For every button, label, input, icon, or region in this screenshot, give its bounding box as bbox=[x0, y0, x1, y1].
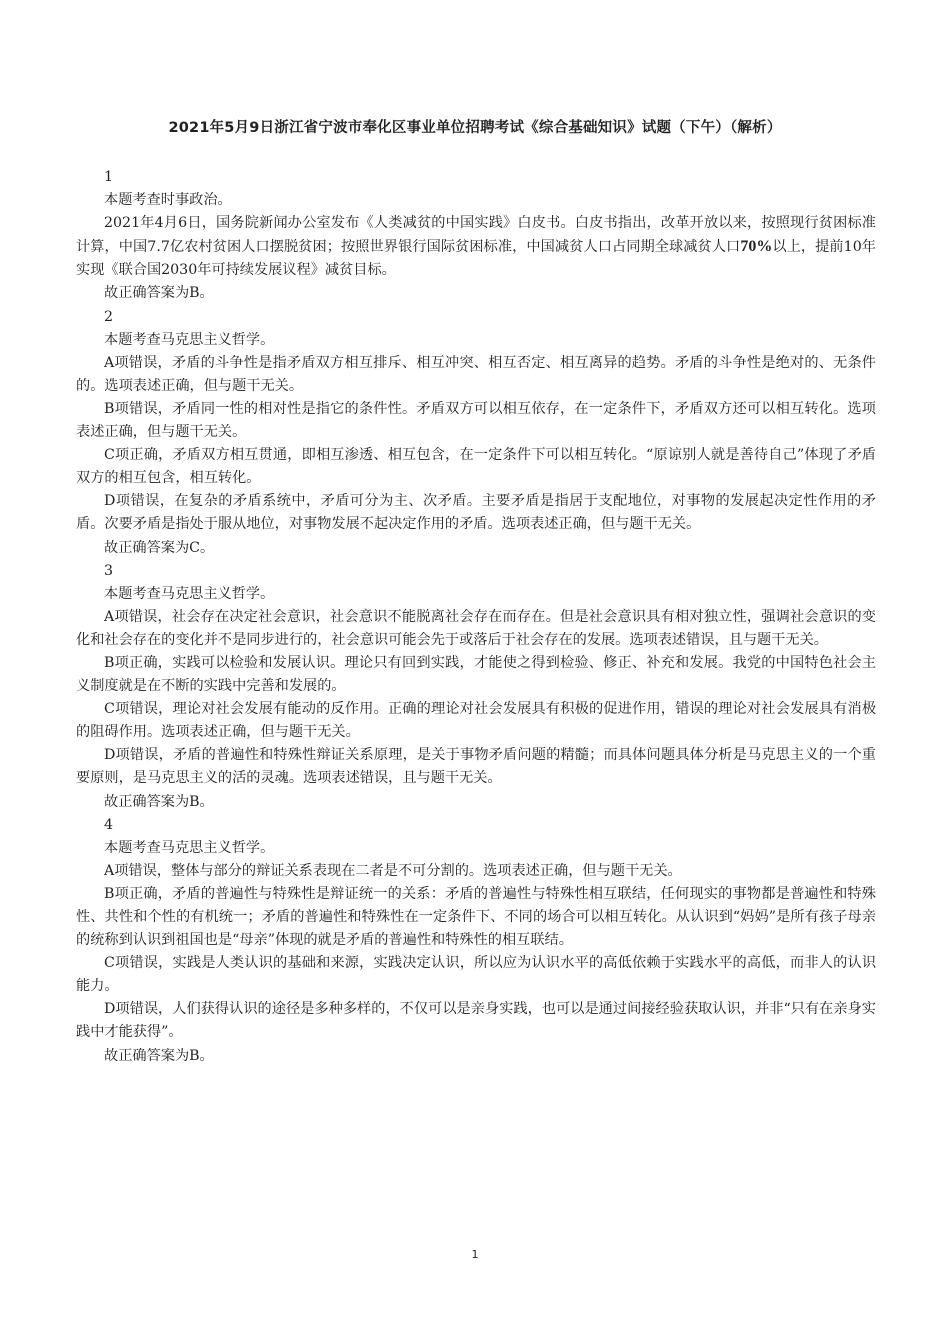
option-c-explanation: C项错误，实践是人类认识的基础和来源，实践决定认识，所以应为认识水平的高低依赖于实践水平的高低，而非人的认识能力。 bbox=[76, 955, 876, 995]
explanation-text: 以上，提前10年实现《联合国2030年可持续发展议程》减贫目标。 bbox=[76, 239, 876, 279]
option-b-explanation: B项错误，矛盾同一性的相对性是指它的条件性。矛盾双方可以相互依存，在一定条件下，矛盾双方还可以相互转化。选项表述正确，但与题干无关。 bbox=[76, 400, 876, 441]
question-topic: 本题考查时事政治。 bbox=[104, 192, 232, 209]
option-d-explanation: D项错误，矛盾的普遍性和特殊性辩证关系原理，是关于事物矛盾问题的精髓；而具体问题具体分析是马克思主义的一个重要原则，是马克思主义的活的灵魂。选项表述错误，且与题干无关。 bbox=[76, 747, 876, 787]
document-body bbox=[76, 166, 876, 1068]
question-topic: 本题考查马克思主义哲学。 bbox=[104, 585, 275, 602]
question-explanation bbox=[76, 212, 876, 282]
question-answer: 故正确答案为C。 bbox=[104, 539, 215, 556]
question-topic: 本题考查马克思主义哲学。 bbox=[104, 331, 275, 348]
option-d-explanation: D项错误，在复杂的矛盾系统中，矛盾可分为主、次矛盾。主要矛盾是指居于支配地位，对事物的发展起决定性作用的矛盾。次要矛盾是指处于服从地位，对事物发展不起决定作用的矛盾。选项表述正确，但与题干无关。 bbox=[76, 493, 876, 533]
option-a-explanation: A项错误，社会存在决定社会意识，社会意识不能脱离社会存在而存在。但是社会意识具有相对独立性，强调社会意识的变化和社会存在的变化并不是同步进行的，社会意识可能会先于或落后于社会存在的发展。选项表述错误，且与题干无关。 bbox=[76, 608, 876, 648]
percent-value: 70% bbox=[740, 238, 773, 256]
page-number: 1 bbox=[471, 1248, 479, 1261]
option-c-explanation: C项错误，理论对社会发展有能动的反作用。正确的理论对社会发展具有积极的促进作用，错误的理论对社会发展具有消极的阻碍作用。选项表述正确，但与题干无关。 bbox=[76, 701, 876, 741]
question-number: 1 bbox=[104, 169, 114, 185]
question-number: 3 bbox=[104, 562, 114, 579]
explanation-text: 2021年4月6日，国务院新闻办公室发布《人类减贫的中国实践》白皮书。白皮书指出，改革开放以来，按照现行贫困标准计算，中国7.7亿农村贫困人口摆脱贫困；按照世界银行国际贫困标准，中国减贫人口占同期全球减贫人口 bbox=[76, 215, 876, 256]
question-topic: 本题考查马克思主义哲学。 bbox=[104, 839, 275, 856]
option-c-explanation: C项正确，矛盾双方相互贯通，即相互渗透、相互包含，在一定条件下可以相互转化。“原谅别人就是善待自己”体现了矛盾双方的相互包含，相互转化。 bbox=[76, 447, 876, 487]
option-d-explanation: D项错误，人们获得认识的途径是多种多样的，不仅可以是亲身实践，也可以是通过间接经验获取认识，并非“只有在亲身实践中才能获得”。 bbox=[76, 1001, 876, 1041]
question-number: 4 bbox=[104, 816, 114, 833]
question-answer: 故正确答案为B。 bbox=[104, 793, 214, 810]
option-a-explanation: A项错误，整体与部分的辩证关系表现在二者是不可分割的。选项表述正确，但与题干无关。 bbox=[104, 862, 682, 879]
option-b-explanation: B项正确，实践可以检验和发展认识。理论只有回到实践，才能使之得到检验、修正、补充和发展。我党的中国特色社会主义制度就是在不断的实践中完善和发展的。 bbox=[76, 654, 876, 695]
question-answer: 故正确答案为B。 bbox=[104, 1047, 214, 1064]
option-b-explanation: B项正确，矛盾的普遍性与特殊性是辩证统一的关系：矛盾的普遍性与特殊性相互联结，任何现实的事物都是普遍性和特殊性、共性和个性的有机统一；矛盾的普遍性和特殊性在一定条件下、不同的场合可以相互转化。从认识到“妈妈”是所有孩子母亲的统称到认识到祖国也是“母亲”体现的就是矛盾的普遍性和特殊性的相互联结。 bbox=[76, 885, 876, 949]
document-title: 2021年5月9日浙江省宁波市奉化区事业单位招聘考试《综合基础知识》试题（下午）（解析） bbox=[168, 120, 782, 136]
question-answer: 故正确答案为B。 bbox=[104, 285, 214, 302]
question-number: 2 bbox=[104, 308, 114, 325]
option-a-explanation: A项错误，矛盾的斗争性是指矛盾双方相互排斥、相互冲突、相互否定、相互离异的趋势。矛盾的斗争性是绝对的、无条件的。选项表述正确，但与题干无关。 bbox=[76, 354, 876, 394]
